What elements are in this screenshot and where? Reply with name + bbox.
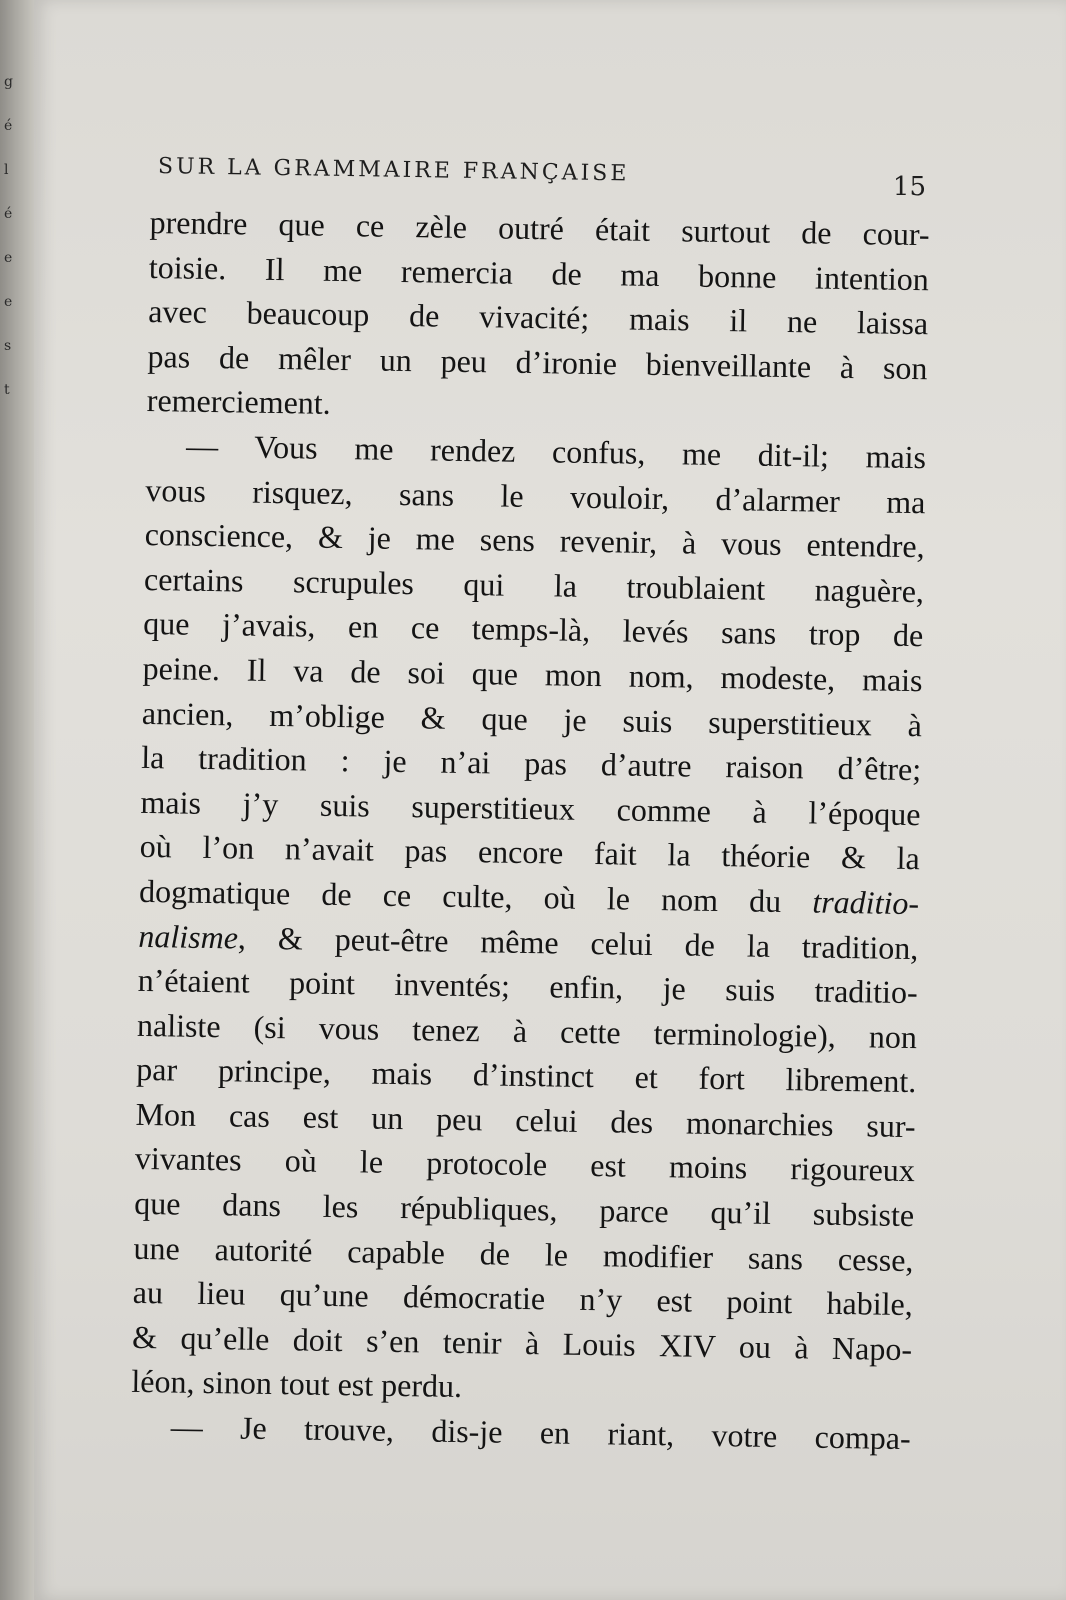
line-text: vous risquez, sans le vouloir, d’alarmer ma: [145, 471, 926, 520]
body-text: [130, 200, 930, 1461]
line-italic-text: nalisme: [138, 917, 239, 955]
page-number: 15: [892, 172, 926, 202]
facing-page-edge: [0, 60, 20, 580]
facing-page-fragment: l: [4, 162, 9, 178]
line-text: , & peut-être même celui de la tradition,: [237, 918, 919, 966]
line-text: toisie. Il me remercia de ma bonne intention: [148, 248, 930, 297]
line-text: pas de mêler un peu d’ironie bienveillante à son: [147, 337, 928, 387]
facing-page-fragment: g: [4, 74, 13, 90]
line-text: naliste (si vous tenez à cette terminologie), non: [136, 1006, 918, 1055]
line-text: certains scrupules qui la troublaient naguère,: [143, 560, 925, 609]
line-text: peine. Il va de soi que mon nom, modeste, mais: [142, 649, 923, 699]
line-text: — Je trouve, dis-je en riant, votre compa-: [170, 1408, 911, 1457]
line-text: Mon cas est un peu celui des monarchies sur-: [135, 1095, 916, 1145]
facing-page-fragment: s: [4, 338, 12, 354]
line-text: ancien, m’oblige & que je suis superstitieux à: [141, 694, 923, 743]
line-italic-text: traditio-: [812, 883, 920, 922]
running-header: [158, 148, 948, 208]
line-text: dogmatique de ce culte, où le nom du: [138, 872, 813, 920]
line-text: que dans les républiques, parce qu’il subsiste: [133, 1184, 915, 1234]
line-text: — Vous me rendez confus, me dit-il; mais: [185, 427, 927, 476]
line-text: vivantes où le protocole est moins rigoureux: [134, 1140, 916, 1189]
line-text: mais j’y suis superstitieux comme à l’époque: [140, 783, 921, 832]
facing-page-fragment: e: [4, 250, 13, 266]
line-text: par principe, mais d’instinct et fort librement.: [136, 1051, 917, 1100]
line-text: conscience, & je me sens revenir, à vous entendre,: [144, 516, 925, 565]
line-text: n’étaient point inventés; enfin, je suis traditio-: [137, 961, 918, 1011]
facing-page-fragment: é: [4, 118, 13, 134]
line-text: remerciement.: [146, 382, 332, 422]
line-text: où l’on n’avait pas encore fait la théorie & la: [139, 828, 921, 877]
line-text: que j’avais, en ce temps-là, levés sans trop de: [143, 605, 924, 654]
line-text: au lieu qu’une démocratie n’y est point habile,: [132, 1274, 914, 1323]
line-text: avec beaucoup de vivacité; mais il ne laissa: [147, 293, 929, 342]
facing-page-fragment: é: [4, 206, 13, 222]
line-text: & qu’elle doit s’en tenir à Louis XIV ou à Napo-: [131, 1318, 913, 1367]
facing-page-fragment: e: [4, 294, 13, 310]
line-text: une autorité capable de le modifier sans cesse,: [133, 1229, 914, 1278]
facing-page-fragment: t: [4, 382, 10, 398]
line-text: léon, sinon tout est perdu.: [131, 1363, 463, 1405]
line-text: la tradition : je n’ai pas d’autre raison d’être;: [140, 739, 922, 788]
running-title: SUR LA GRAMMAIRE FRANÇAISE: [157, 154, 630, 187]
line-text: prendre que ce zèle outré était surtout de cour-: [149, 203, 930, 253]
